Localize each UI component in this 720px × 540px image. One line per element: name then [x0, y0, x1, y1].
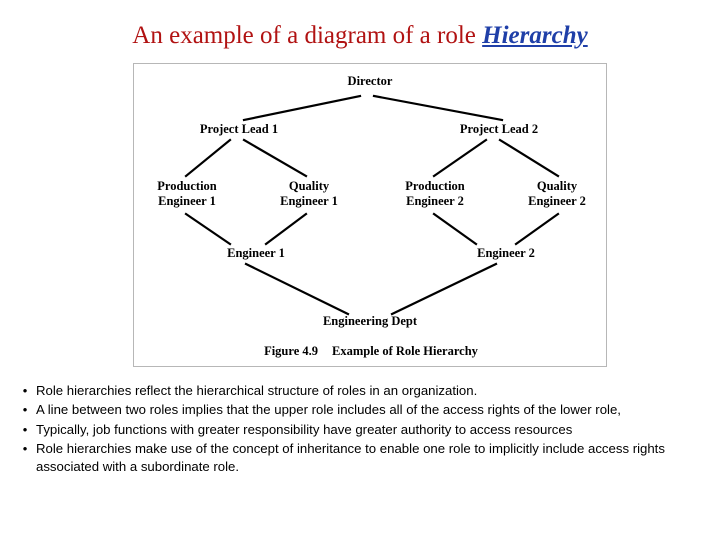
bullet-text: Role hierarchies make use of the concept of inheritance to enable one role to implicitly include access rights associated with a subordinate role. — [36, 441, 665, 474]
page-title-main: An example of a diagram of a role — [132, 22, 483, 49]
node-production-engineer-1-line1: Production — [157, 179, 217, 193]
figure-container — [133, 63, 607, 367]
list-item — [14, 401, 714, 418]
bullet-text: Typically, job functions with greater responsibility have greater authority to access resources — [36, 421, 573, 437]
node-production-engineer-2 — [382, 179, 488, 209]
node-engineer-2: Engineer 2 — [477, 246, 535, 260]
node-director: Director — [347, 74, 393, 88]
node-engineer-1: Engineer 1 — [227, 246, 285, 260]
node-production-engineer-2-line1: Production — [405, 179, 465, 193]
list-item — [14, 421, 714, 438]
list-item — [14, 382, 714, 399]
bullet-list — [14, 382, 714, 477]
node-project-lead-1: Project Lead 1 — [199, 122, 279, 136]
node-quality-engineer-2 — [506, 179, 608, 209]
bullet-text: Role hierarchies reflect the hierarchical structure of roles in an organization. — [36, 383, 478, 398]
node-quality-engineer-1 — [256, 179, 362, 209]
figure-caption-text: Example of Role Hierarchy — [332, 344, 478, 358]
page-title — [0, 22, 720, 50]
list-item — [14, 440, 714, 475]
figure-caption — [134, 344, 608, 359]
node-quality-engineer-1-line1: Quality — [288, 179, 330, 193]
node-quality-engineer-2-line2: Engineer 2 — [528, 194, 586, 208]
bullet-text: A line between two roles implies that the upper role includes all of the access rights of the lower role, — [36, 402, 621, 418]
node-quality-engineer-2-line1: Quality — [536, 179, 578, 193]
bullet-marker-icon: • — [22, 383, 28, 398]
node-production-engineer-2-line2: Engineer 2 — [406, 194, 464, 208]
bullet-marker-icon: • — [22, 402, 28, 418]
node-engineering-dept: Engineering Dept — [322, 314, 418, 328]
node-production-engineer-1 — [134, 179, 240, 209]
bullet-marker-icon: • — [22, 441, 28, 457]
node-project-lead-2: Project Lead 2 — [459, 122, 539, 136]
bullet-marker-icon: • — [22, 421, 28, 437]
node-quality-engineer-1-line2: Engineer 1 — [280, 194, 338, 208]
figure-caption-number: Figure 4.9 — [264, 344, 318, 358]
node-production-engineer-1-line2: Engineer 1 — [158, 194, 216, 208]
page-title-accent: Hierarchy — [482, 22, 588, 49]
